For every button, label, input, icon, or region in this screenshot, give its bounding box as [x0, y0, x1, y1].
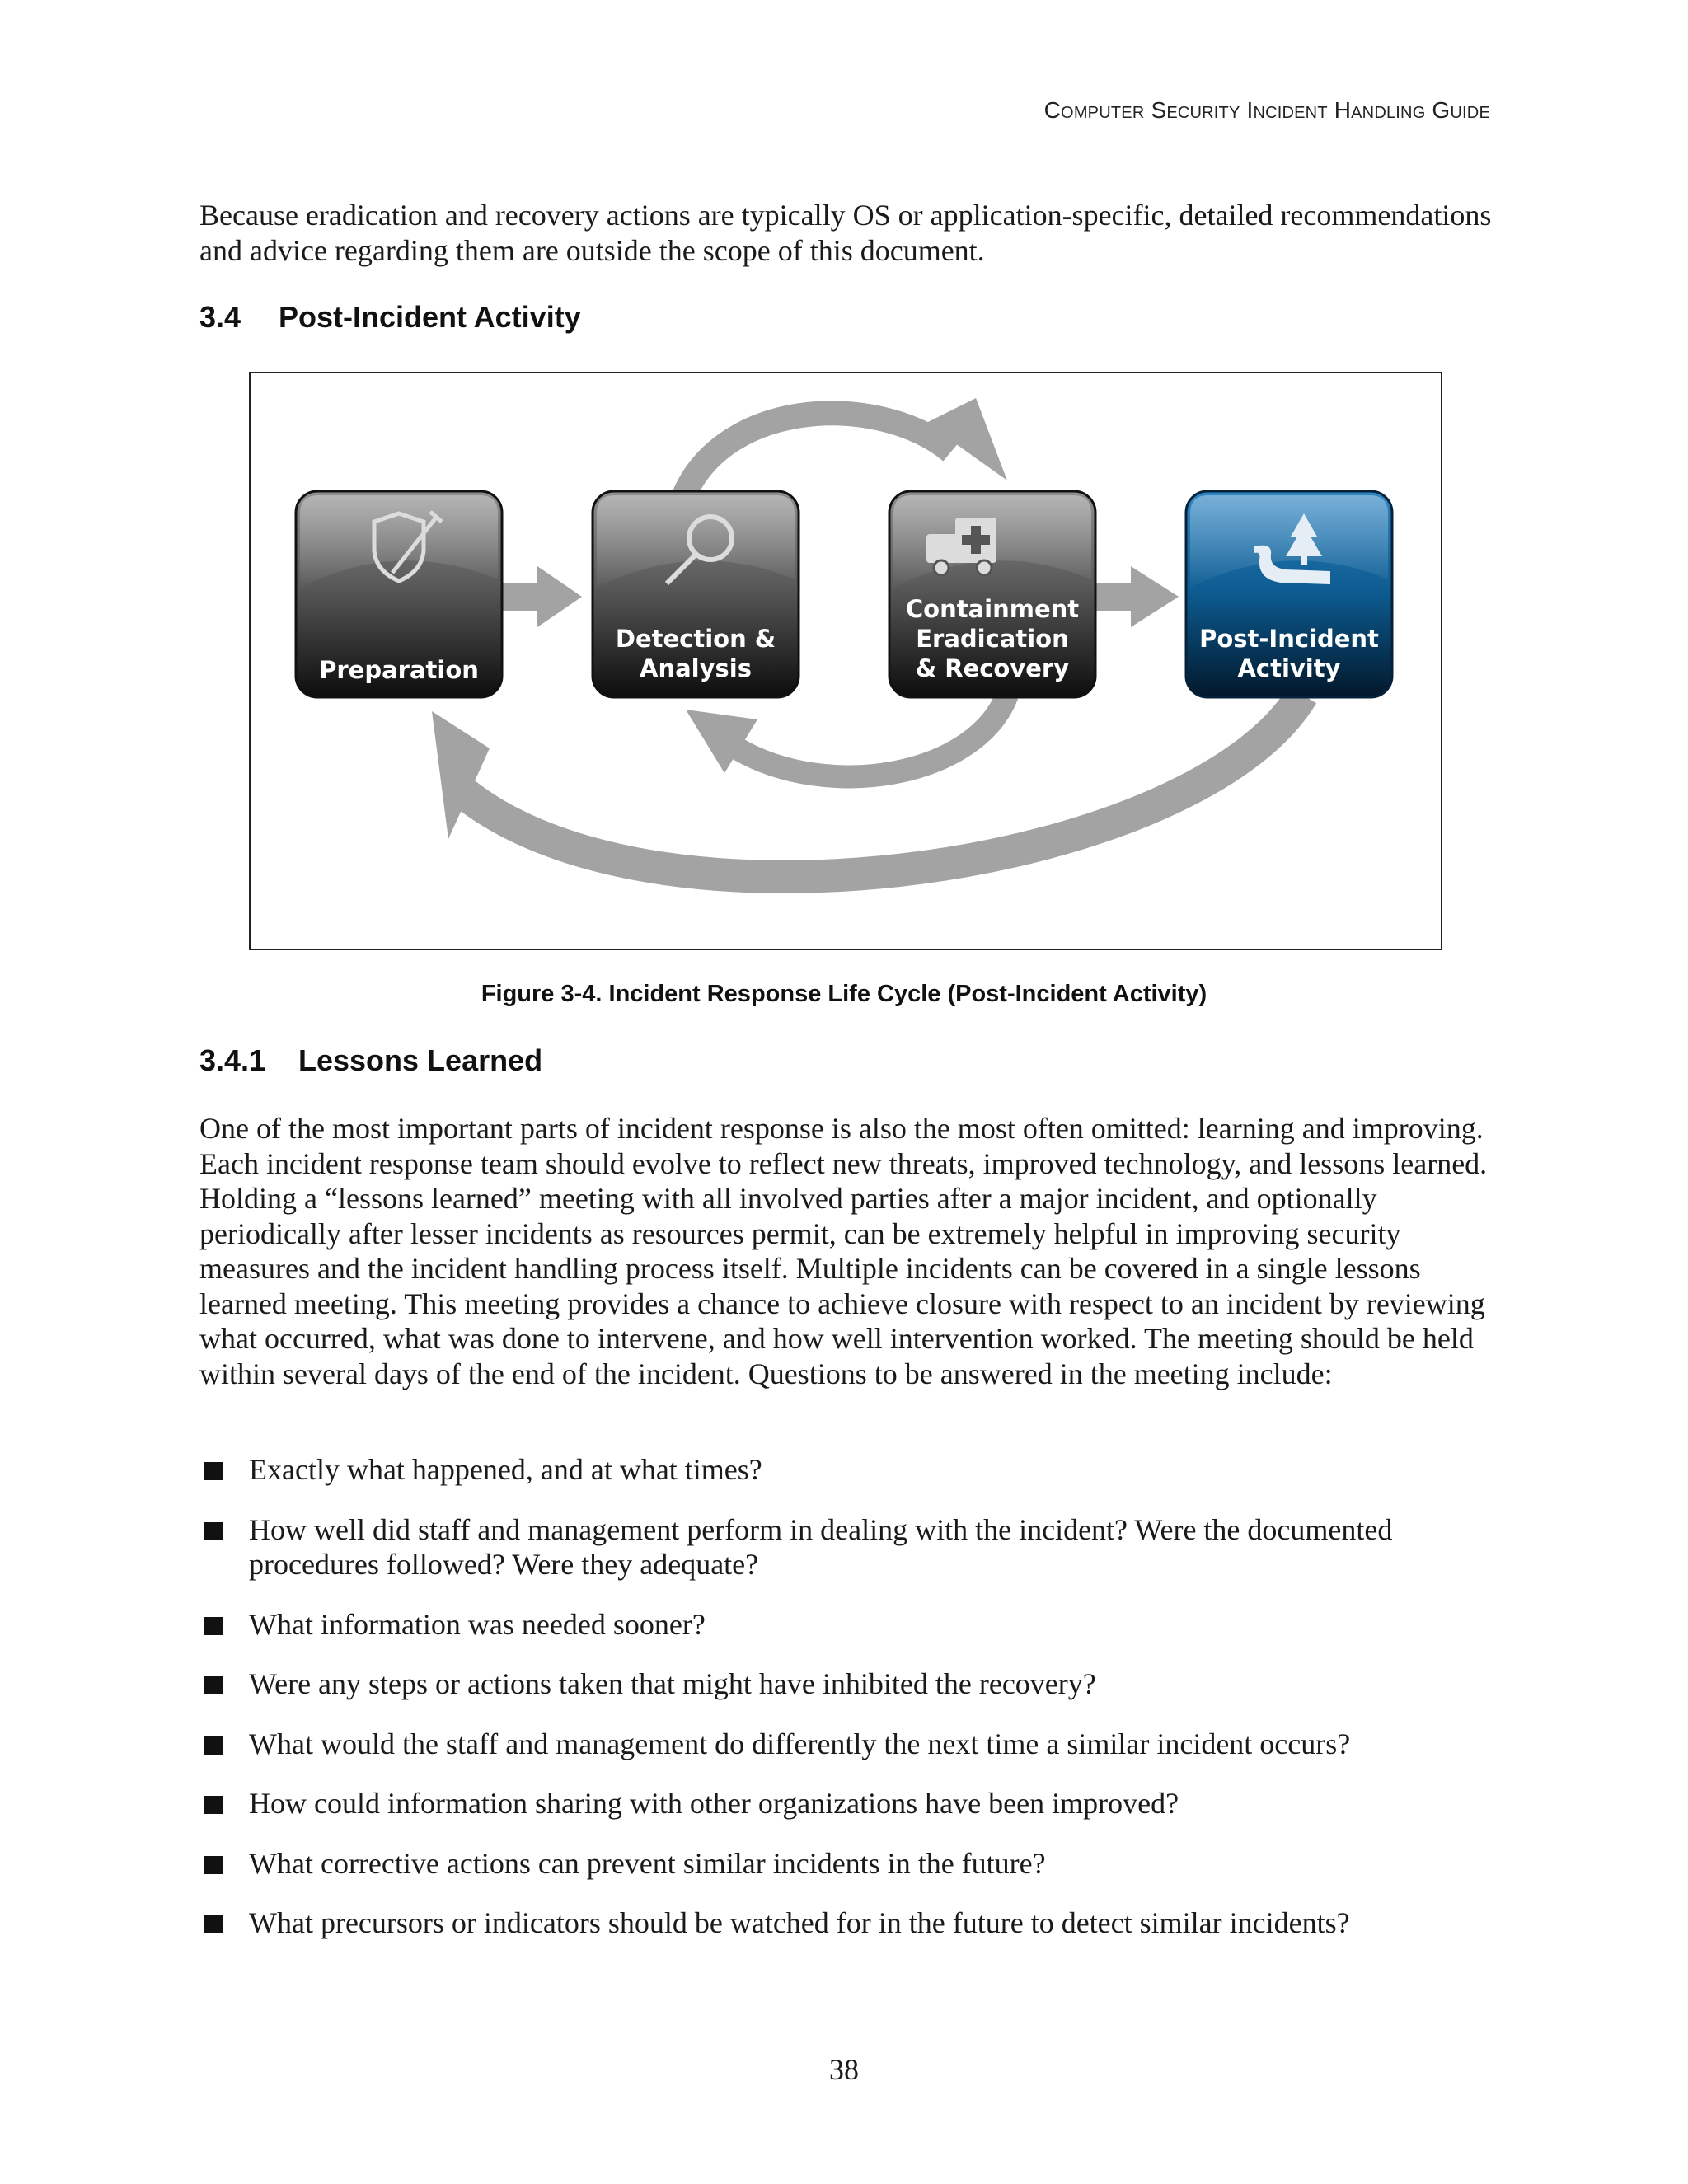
list-item	[199, 1512, 1493, 1582]
subsection-heading	[199, 1043, 542, 1078]
running-header: Computer Security Incident Handling Guide	[1043, 97, 1490, 123]
question-text: Exactly what happened, and at what times?	[249, 1453, 762, 1486]
phase-preparation	[296, 491, 502, 697]
question-text: What would the staff and management do differently the next time a similar incident occurs?	[249, 1727, 1351, 1760]
arrow-prep-to-detection-shaft	[498, 583, 539, 611]
phase-post-incident-label-line1: Post-Incident	[1199, 625, 1379, 653]
intro-paragraph: Because eradication and recovery actions are typically OS or application-specific, detailed recommendations and advice regarding them are outside the scope of this document.	[199, 199, 1492, 267]
question-text: Were any steps or actions taken that might have inhibited the recovery?	[249, 1667, 1096, 1700]
list-item	[199, 1905, 1493, 1941]
square-bullet-icon	[204, 1856, 223, 1874]
subsection-title: Lessons Learned	[298, 1043, 543, 1077]
phase-containment-label-line1: Containment	[905, 595, 1080, 623]
question-text: What precursors or indicators should be watched for in the future to detect similar incidents?	[249, 1906, 1350, 1939]
phase-detection-label-line2: Analysis	[640, 654, 752, 682]
question-text: How well did staff and management perform in dealing with the incident? Were the documented procedures followed? Were they adequate?	[249, 1512, 1393, 1581]
phase-preparation-label: Preparation	[319, 656, 479, 684]
list-item	[199, 1727, 1493, 1762]
arrow-containment-to-post-head	[1131, 566, 1179, 627]
question-text: What corrective actions can prevent similar incidents in the future?	[249, 1846, 1046, 1880]
subsection-number: 3.4.1	[199, 1043, 266, 1077]
arrow-prep-to-detection-head	[537, 566, 582, 627]
inner-loop-arrow	[737, 695, 1007, 776]
square-bullet-icon	[204, 1462, 223, 1480]
square-bullet-icon	[204, 1522, 223, 1540]
section-heading	[199, 300, 581, 335]
phase-containment-eradication-recovery	[889, 491, 1095, 697]
question-text: What information was needed sooner?	[249, 1607, 706, 1641]
lessons-paragraph: One of the most important parts of incident response is also the most often omitted: learning and improving. Each incident response team should evolve to reflect new threats, improved technology, and lessons learned. Holding a “lessons learned” meeting with all involved parties after a major incident, and optionally periodically after lesser incidents as resources permit, can be extremely helpful in improving security measures and the incident handling process itself. Multiple incidents can be covered in a single lessons learned meeting. This meeting provides a chance to achieve closure with respect to an incident by reviewing what occurred, what was done to intervene, and how well intervention worked. The meeting should be held within several days of the end of the incident. Questions to be answered in the meeting include:	[199, 1112, 1488, 1390]
phase-detection-analysis	[593, 491, 799, 697]
list-item	[199, 1452, 1493, 1488]
square-bullet-icon	[204, 1676, 223, 1694]
questions-list	[199, 1452, 1493, 1941]
page-number: 38	[829, 2053, 859, 2086]
section-title: Post-Incident Activity	[279, 300, 581, 334]
square-bullet-icon	[204, 1915, 223, 1933]
square-bullet-icon	[204, 1617, 223, 1635]
lifecycle-figure	[249, 372, 1442, 950]
phase-containment-label-line3: & Recovery	[915, 654, 1070, 682]
figure-caption: Figure 3-4. Incident Response Life Cycle (Post-Incident Activity)	[481, 981, 1207, 1007]
list-item	[199, 1846, 1493, 1882]
list-item	[199, 1786, 1493, 1821]
question-text: How could information sharing with other organizations have been improved?	[249, 1787, 1179, 1820]
arrow-containment-to-post-shaft	[1093, 583, 1132, 611]
phase-detection-label-line1: Detection &	[615, 625, 776, 653]
phase-post-incident-activity	[1186, 491, 1392, 697]
list-item	[199, 1666, 1493, 1702]
phase-post-incident-label-line2: Activity	[1237, 654, 1341, 682]
section-number: 3.4	[199, 300, 241, 334]
square-bullet-icon	[204, 1796, 223, 1814]
square-bullet-icon	[204, 1736, 223, 1755]
phase-containment-label-line2: Eradication	[916, 625, 1069, 653]
list-item	[199, 1607, 1493, 1643]
lifecycle-diagram	[251, 373, 1441, 949]
